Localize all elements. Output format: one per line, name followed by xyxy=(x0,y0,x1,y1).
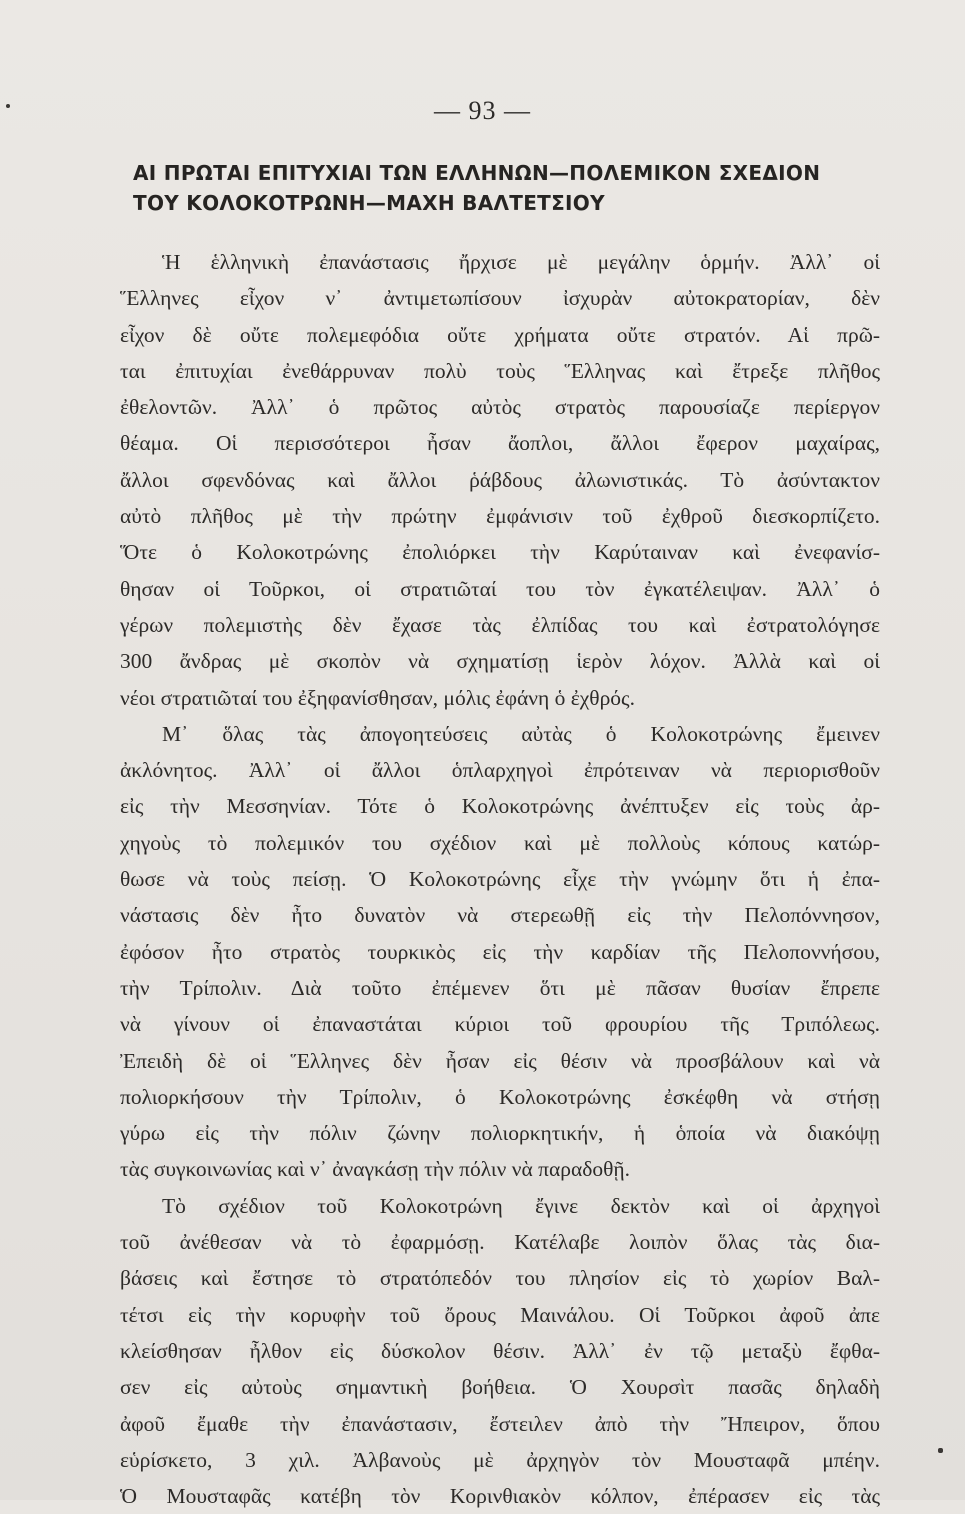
text-line: θησαν οἱ Τοῦρκοι, οἱ στρατιῶταί του τὸν ἐγκατέλειψαν. Ἀλλ᾽ ὁ xyxy=(120,576,880,601)
text-line: Ἐπειδὴ δὲ οἱ Ἕλληνες δὲν ἦσαν εἰς θέσιν νὰ προσβάλουν καὶ νὰ xyxy=(120,1048,880,1073)
text-line: νάστασις δὲν ἦτο δυνατὸν νὰ στερεωθῇ εἰς τὴν Πελοπόννησον, xyxy=(120,903,880,928)
text-line: θωσε νὰ τοὺς πείσῃ. Ὁ Κολοκοτρώνης εἶχε τὴν γνώμην ὅτι ἡ ἐπα- xyxy=(120,867,880,892)
text-line: εἰς τὴν Μεσσηνίαν. Τότε ὁ Κολοκοτρώνης ἀνέπτυξεν εἰς τοὺς ἀρ- xyxy=(120,794,880,819)
margin-speck xyxy=(6,104,10,108)
page-number: — 93 — xyxy=(434,96,531,125)
text-line: ἄλλοι σφενδόνας καὶ ἄλλοι ῥάβδους ἀλωνιστικάς. Τὸ ἀσύντακτον xyxy=(120,467,880,492)
body-text xyxy=(120,244,880,1514)
text-line: εἶχον δὲ οὔτε πολεμεφόδια οὔτε χρήματα οὔτε στρατόν. Αἱ πρῶ- xyxy=(120,322,880,347)
text-line: ἐφόσον ἦτο στρατὸς τουρκικὸς εἰς τὴν καρδίαν τῆς Πελοποννήσου, xyxy=(120,939,880,964)
text-line: τέτσι εἰς τὴν κορυφὴν τοῦ ὄρους Μαινάλου. Οἱ Τοῦρκοι ἀφοῦ ἀπε xyxy=(120,1302,880,1327)
chapter-heading-line: ΤΟΥ ΚΟΛΟΚΟΤΡΩΝΗ—ΜΑΧΗ ΒΑΛΤΕΤΣΙΟΥ xyxy=(133,191,605,215)
text-line: Τὸ σχέδιον τοῦ Κολοκοτρώνη ἔγινε δεκτὸν καὶ οἱ ἀρχηγοὶ xyxy=(162,1193,880,1218)
text-line: Ὅτε ὁ Κολοκοτρώνης ἐπολιόρκει τὴν Καρύταιναν καὶ ἐνεφανίσ- xyxy=(120,540,880,565)
text-line: ἐθελοντῶν. Ἀλλ᾽ ὁ πρῶτος αὐτὸς στρατὸς παρουσίαζε περίεργον xyxy=(120,395,880,420)
text-line: βάσεις καὶ ἔστησε τὸ στρατόπεδόν του πλησίον εἰς τὸ χωρίον Βαλ- xyxy=(120,1266,880,1291)
text-line: τὴν Τρίπολιν. Διὰ τοῦτο ἐπέμενεν ὅτι μὲ πᾶσαν θυσίαν ἔπρεπε xyxy=(120,975,880,1000)
text-line: Ἕλληνες εἶχον ν᾽ ἀντιμετωπίσουν ἰσχυρὰν αὐτοκρατορίαν, δὲν xyxy=(120,286,880,311)
text-line: αὐτὸ πλῆθος μὲ τὴν πρώτην ἐμφάνισιν τοῦ ἐχθροῦ διεσκορπίζετο. xyxy=(120,504,880,529)
text-line: νέοι στρατιῶταί του ἐξηφανίσθησαν, μόλις ἐφάνη ὁ ἐχθρός. xyxy=(120,685,635,710)
text-line: θέαμα. Οἱ περισσότεροι ἦσαν ἄοπλοι, ἄλλοι ἔφερον μαχαίρας, xyxy=(120,431,880,456)
text-line: σεν εἰς αὐτοὺς σημαντικὴ βοήθεια. Ὁ Χουρσὶτ πασᾶς δηλαδὴ xyxy=(120,1375,880,1400)
text-line: Μ᾽ ὅλας τὰς ἀπογοητεύσεις αὐτὰς ὁ Κολοκοτρώνης ἔμεινεν xyxy=(162,721,880,746)
text-line: χηγοὺς τὸ πολεμικόν του σχέδιον καὶ μὲ πολλοὺς κόπους κατώρ- xyxy=(120,830,880,855)
text-line: τὰς συγκοινωνίας καὶ ν᾽ ἀναγκάσῃ τὴν πόλιν νὰ παραδοθῇ. xyxy=(120,1157,631,1182)
text-line: τοῦ ἀνέθεσαν νὰ τὸ ἐφαρμόσῃ. Κατέλαβε λοιπὸν ὅλας τὰς δια- xyxy=(120,1230,880,1255)
chapter-heading-line: ΑΙ ΠΡΩΤΑΙ ΕΠΙΤΥΧΙΑΙ ΤΩΝ ΕΛΛΗΝΩΝ—ΠΟΛΕΜΙΚΟΝ ΣΧΕΔΙΟΝ xyxy=(133,161,821,185)
text-line: ται ἐπιτυχίαι ἐνεθάρρυναν πολὺ τοὺς Ἕλληνας καὶ ἔτρεξε πλῆθος xyxy=(120,358,880,383)
text-line: 300 ἄνδρας μὲ σκοπὸν νὰ σχηματίσῃ ἱερὸν λόχον. Ἀλλὰ καὶ οἱ xyxy=(120,649,880,674)
text-line: ἀφοῦ ἔμαθε τὴν ἐπανάστασιν, ἔστειλεν ἀπὸ τὴν Ἤπειρον, ὅπου xyxy=(120,1411,880,1436)
text-line: ἀκλόνητος. Ἀλλ᾽ οἱ ἄλλοι ὁπλαρχηγοὶ ἐπρότειναν νὰ περιορισθοῦν xyxy=(120,758,880,783)
text-line: Ἡ ἑλληνικὴ ἐπανάστασις ἤρχισε μὲ μεγάλην ὁρμήν. Ἀλλ᾽ οἱ xyxy=(162,250,880,274)
chapter-heading xyxy=(133,158,873,218)
margin-speck xyxy=(938,1448,943,1453)
text-line: εὑρίσκετο, 3 χιλ. Ἀλβανοὺς μὲ ἀρχηγὸν τὸν Μουσταφᾶ μπέην. xyxy=(120,1447,880,1472)
text-line: πολιορκήσουν τὴν Τρίπολιν, ὁ Κολοκοτρώνης ἐσκέφθη νὰ στήσῃ xyxy=(120,1084,880,1109)
text-line: νὰ γίνουν οἱ ἐπαναστάται κύριοι τοῦ φρουρίου τῆς Τριπόλεως. xyxy=(120,1012,880,1037)
text-line: γύρω εἰς τὴν πόλιν ζώνην πολιορκητικήν, ἡ ὁποία νὰ διακόψῃ xyxy=(120,1121,880,1146)
text-line: γέρων πολεμιστὴς δὲν ἔχασε τὰς ἐλπίδας του καὶ ἐστρατολόγησε xyxy=(120,612,880,637)
text-line: Ὁ Μουσταφᾶς κατέβη τὸν Κορινθιακὸν κόλπον, ἐπέρασεν εἰς τὰς xyxy=(120,1484,880,1509)
text-line: κλείσθησαν ἦλθον εἰς δύσκολον θέσιν. Ἀλλ᾽ ἐν τῷ μεταξὺ ἔφθα- xyxy=(120,1338,880,1363)
